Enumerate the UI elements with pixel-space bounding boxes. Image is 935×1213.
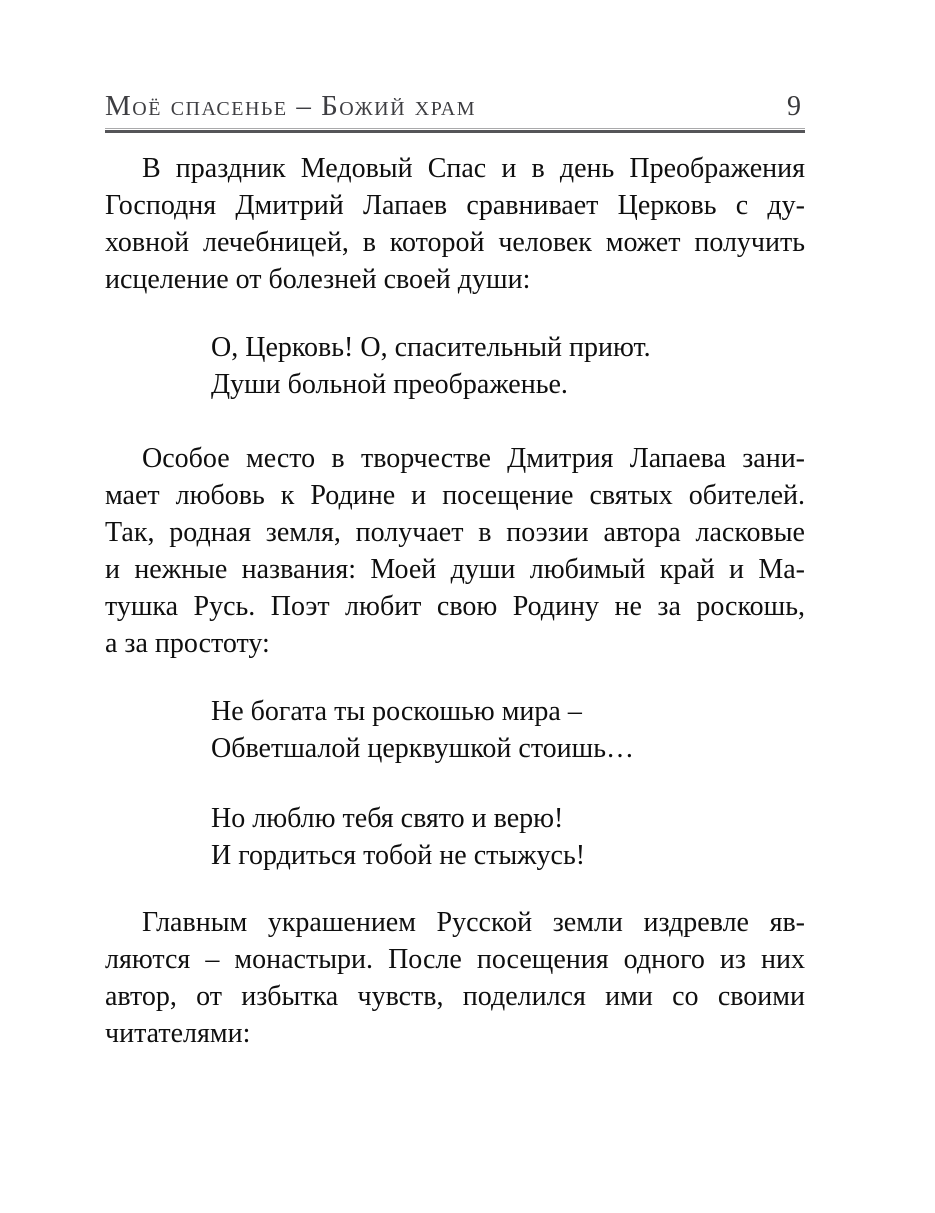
verse-line: Обветшалой церквушкой стоишь… [211, 733, 634, 764]
verse-quote-2 [211, 693, 805, 767]
paragraph-line: Особое место в творчестве Дмитрия Лапаева зани- [142, 443, 805, 474]
paragraph-line: Господня Дмитрий Лапаев сравнивает Церковь с ду- [105, 190, 805, 221]
paragraph-line: тушка Русь. Поэт любит свою Родину не за роскошь, [105, 591, 805, 622]
paragraph-line: ховной лечебницей, в которой человек может получить [105, 227, 805, 258]
paragraph-line: Так, родная земля, получает в поэзии автора ласковые [105, 517, 805, 548]
verse-line: Не богата ты роскошью мира – [211, 696, 582, 727]
paragraph-line: автор, от избытка чувств, поделился ими со своими [105, 981, 805, 1012]
verse-line: О, Церковь! О, спасительный приют. [211, 332, 651, 363]
page-number: 9 [787, 91, 801, 122]
paragraph-1 [105, 150, 805, 298]
verse-line: И гордиться тобой не стыжусь! [211, 840, 586, 871]
header-rule-thick-line [105, 130, 805, 133]
header-rule [105, 128, 805, 133]
verse-quote-3 [211, 800, 805, 874]
paragraph-line: исцеление от болезней своей души: [105, 264, 531, 295]
paragraph-line: и нежные названия: Моей души любимый край и Ма- [105, 554, 805, 585]
header-rule-thin-line [105, 128, 805, 129]
paragraph-line: Главным украшением Русской земли издревле яв- [142, 907, 805, 938]
paragraph-line: В праздник Медовый Спас и в день Преображения [142, 153, 805, 184]
paragraph-3 [105, 904, 805, 1052]
paragraph-line: ляются – монастыри. После посещения одного из них [105, 944, 805, 975]
text-block [105, 0, 805, 1052]
paragraph-line: а за простоту: [105, 628, 270, 659]
verse-quote-1 [211, 329, 805, 403]
paragraph-2 [105, 440, 805, 662]
verse-line: Души больной преображенье. [211, 369, 568, 400]
verse-line: Но люблю тебя свято и верю! [211, 803, 564, 834]
paragraph-line: читателями: [105, 1018, 251, 1049]
paragraph-line: мает любовь к Родине и посещение святых обителей. [105, 480, 805, 511]
running-header-title: Моё спасенье – Божий храм [105, 90, 477, 122]
running-header [105, 90, 805, 123]
